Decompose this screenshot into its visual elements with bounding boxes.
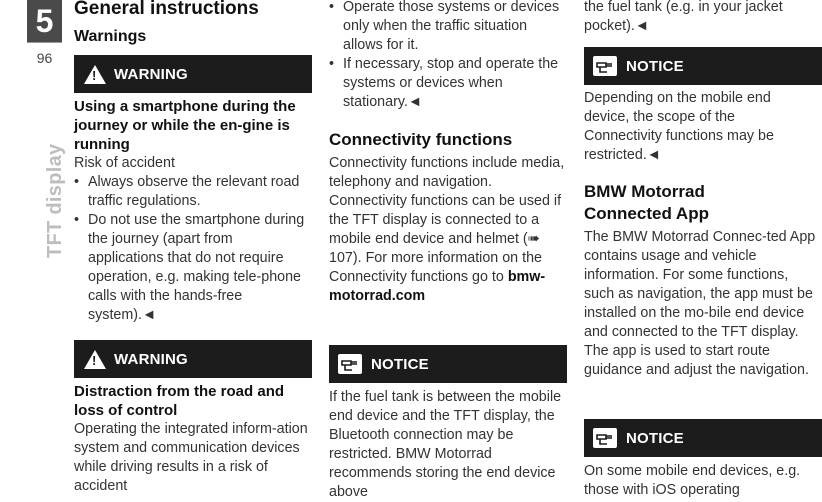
notice-2-text: On some mobile end devices, e.g. those with iOS operating [584,463,801,498]
operate-list [329,0,561,112]
notice-label: NOTICE [626,429,684,447]
page-ref-arrow-icon: ➠ [527,231,540,247]
page-number: 96 [27,42,62,72]
warning-1-list [74,173,312,325]
chapter-side-label: TFT display [44,143,66,258]
notice-label: NOTICE [371,355,429,373]
chapter-number: 5 [27,0,62,42]
notice-label: NOTICE [626,57,684,75]
warning-label: WARNING [114,65,188,83]
connectivity-text: Connectivity functions include media, telephony and navigation. Connectivity functions can be used if the TFT display is connected to a mobile end device and helmet (➠ 107). For more information on the Connectivity functions go to bmw-motorrad.com [329,155,565,304]
warning-2-text: Operating the integrated inform-ation system and communication devices while driving results in a risk of accident [74,421,308,494]
warning-triangle-icon: ! [84,350,106,369]
notice-hand-icon [337,353,363,375]
warning-2-heading: Distraction from the road and loss of control [74,383,285,419]
warning-1-heading: Using a smartphone during the journey or while the en-gine is running [74,98,296,153]
page-ref-number[interactable]: 107 [329,250,353,266]
warning-triangle-icon: ! [84,65,106,84]
notice-hand-icon [592,427,618,449]
connectivity-heading: Connectivity functions [329,130,513,149]
website-link[interactable]: bmw-motorrad.com [329,269,546,304]
notice-box [329,345,567,383]
notice-box-2 [584,419,822,457]
connected-app-text: The BMW Motorrad Connec-ted App contains usage and vehicle information. For some functions, such as navigation, the app must be installed on the mo-bile end device and connected to the TFT display. The app is used to start route guidance and adjust the navigation. [584,229,816,378]
warning-1-risk: Risk of accident [74,155,175,171]
warning-label: WARNING [114,350,188,368]
list-item: • Always observe the relevant road traffic regulations. [74,173,312,211]
section-heading-warnings: Warnings [74,28,147,45]
notice-box-1 [584,47,822,85]
warning-box-1 [74,55,312,93]
connected-app-heading: BMW Motorrad Connected App [584,182,709,223]
connectivity-text-before: Connectivity functions include media, telephony and navigation. Connectivity functions can be used if the TFT display is connected to a mobile end device and helmet [329,155,565,247]
warning-box-2 [74,340,312,378]
warning-2-content [74,382,312,496]
notice-1-text: Depending on the mobile end device, the scope of the Connectivity functions may be restricted.◄ [584,90,774,163]
list-item: • Operate those systems or devices only when the traffic situation allows for it. [329,0,561,55]
page-title: General instructions [74,0,259,19]
notice-hand-icon [592,55,618,77]
chapter-strip [0,0,66,502]
warning-1-content [74,97,312,325]
continued-text: the fuel tank (e.g. in your jacket pocket).◄ [584,0,783,34]
list-item: • If necessary, stop and operate the systems or devices when stationary.◄ [329,55,561,112]
notice-text: If the fuel tank is between the mobile end device and the TFT display, the Bluetooth connection may be restricted. BMW Motorrad recommends storing the end device above [329,389,562,500]
list-item: • Do not use the smartphone during the journey (apart from applications that do not require operation, e.g. making tele-phone calls with the hands-free system).◄ [74,211,312,325]
connectivity-text-after: ). For more information on the Connectivity functions go to [329,250,542,285]
